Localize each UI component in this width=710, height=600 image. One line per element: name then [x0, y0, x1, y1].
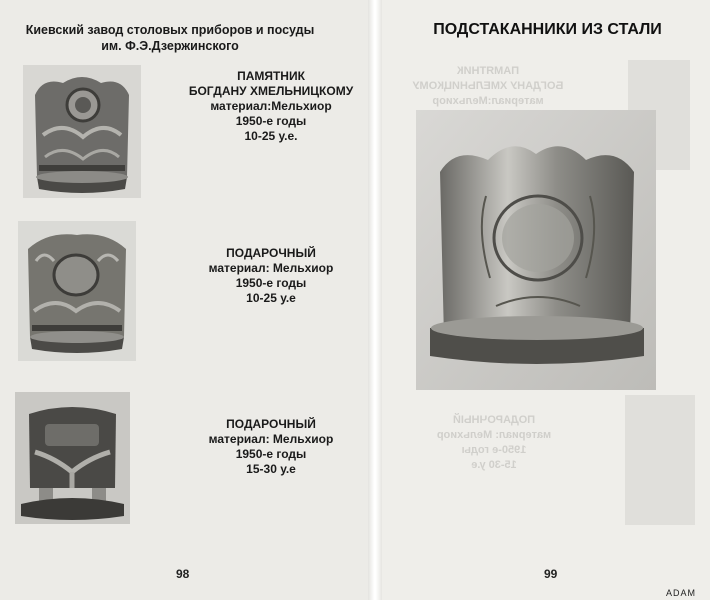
item-name: ПОДАРОЧНЫЙ	[226, 417, 316, 431]
item-material: материал: Мельхиор	[208, 261, 334, 275]
glass-holder-ornate-image	[23, 65, 141, 198]
item-years: 1950-е годы	[235, 276, 307, 290]
header-line: им. Ф.Э.Дзержинского	[101, 39, 239, 53]
header-line: Киевский завод столовых приборов и посуды	[25, 23, 315, 37]
book-gutter	[368, 0, 382, 600]
item-caption-2	[178, 246, 364, 306]
item-years: 1950-е годы	[235, 114, 307, 128]
item-caption-3	[178, 417, 364, 477]
page-header	[20, 22, 320, 54]
glass-holder-art-nouveau-image	[15, 392, 130, 524]
bleed-through-text: ПОДАРОЧНЫЙ материал: Мельхиор 1950-е годы 15-30 у.е	[436, 414, 552, 471]
item-price: 10-25 у.е.	[244, 129, 298, 143]
item-material: материал:Мельхиор	[210, 99, 332, 113]
page-number-right: 99	[544, 567, 558, 581]
item-years: 1950-е годы	[235, 447, 307, 461]
bleed-through-smudge	[625, 395, 695, 525]
item-name: ПОДАРОЧНЫЙ	[226, 246, 316, 260]
item-caption-1	[178, 69, 364, 144]
item-name: ПАМЯТНИК	[237, 69, 305, 83]
product-photo-steel	[416, 110, 656, 390]
steel-glass-holder-image	[416, 110, 656, 390]
glass-holder-medallion-image	[18, 221, 136, 361]
item-name: БОГДАНУ ХМЕЛЬНИЦКОМУ	[188, 84, 354, 98]
page-title: ПОДСТАКАННИКИ ИЗ СТАЛИ	[433, 21, 662, 38]
watermark-adam: ADAM	[665, 588, 696, 598]
item-price: 15-30 у.е	[246, 462, 296, 476]
item-price: 10-25 у.е	[246, 291, 296, 305]
product-photo-2	[18, 221, 136, 361]
page-number-left: 98	[176, 567, 190, 581]
product-photo-3	[15, 392, 130, 524]
product-photo-1	[23, 65, 141, 198]
bleed-through-text: ПАМЯТНИК БОГДАНУ ХМЕЛЬНИЦКОМУ материал:Мельхиор	[412, 65, 564, 107]
item-material: материал: Мельхиор	[208, 432, 334, 446]
